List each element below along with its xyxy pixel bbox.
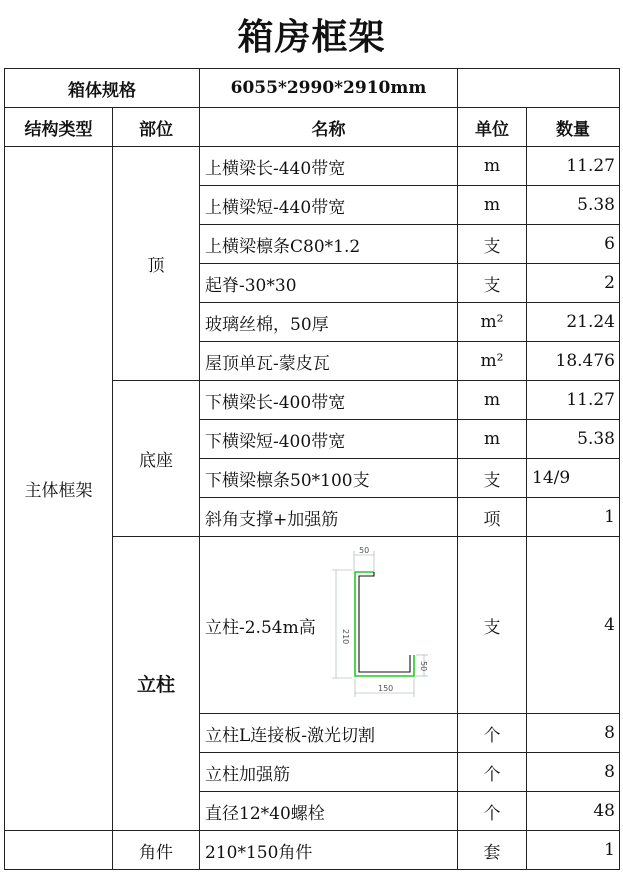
item-unit: m² [458,303,527,342]
item-name: 上横梁长-440带宽 [200,147,458,186]
group-column: 立柱 [113,537,200,831]
item-qty: 8 [527,714,620,753]
header-type: 结构类型 [5,108,113,147]
item-unit: 套 [458,831,527,870]
frame-table [4,68,620,870]
header-unit: 单位 [458,108,527,147]
item-name: 下横梁檩条50*100支 [200,459,458,498]
item-name: 立柱L连接板-激光切割 [200,714,458,753]
item-name: 屋顶单瓦-蒙皮瓦 [200,342,458,381]
page-title: 箱房框架 [237,17,386,58]
item-qty: 1 [527,498,620,537]
item-name: 直径12*40螺栓 [200,792,458,831]
item-qty: 14/9 [527,459,620,498]
item-unit: 支 [458,459,527,498]
dim-bottom-label: 150 [378,684,394,693]
structure-type-empty [5,831,113,870]
dim-top-label: 50 [359,546,370,555]
table-row [5,831,620,870]
structure-type-cell: 主体框架 [5,147,113,831]
item-name: 立柱加强筋 [200,753,458,792]
column-profile-diagram [328,545,428,705]
item-unit: m [458,420,527,459]
item-unit: 支 [458,225,527,264]
item-name: 210*150角件 [200,831,458,870]
item-unit: 项 [458,498,527,537]
item-qty: 48 [527,792,620,831]
item-qty: 2 [527,264,620,303]
spec-empty-cell [458,69,620,108]
spec-row [5,69,620,108]
header-qty: 数量 [527,108,620,147]
item-name: 起脊-30*30 [200,264,458,303]
item-name: 下横梁短-400带宽 [200,420,458,459]
item-qty: 21.24 [527,303,620,342]
item-qty: 1 [527,831,620,870]
header-part: 部位 [113,108,200,147]
item-unit: 支 [458,537,527,714]
item-name: 上横梁檩条C80*1.2 [200,225,458,264]
item-name: 上横梁短-440带宽 [200,186,458,225]
item-unit: m² [458,342,527,381]
dim-height-label: 210 [341,629,350,645]
item-qty: 6 [527,225,620,264]
group-top: 顶 [113,147,200,381]
table-row [5,147,620,186]
item-unit: m [458,147,527,186]
item-unit: 个 [458,714,527,753]
header-name: 名称 [200,108,458,147]
item-qty: 18.476 [527,342,620,381]
item-unit: m [458,186,527,225]
spec-label: 箱体规格 [5,69,200,108]
item-qty: 4 [527,537,620,714]
header-row [5,108,620,147]
item-unit: 个 [458,792,527,831]
dim-lip-label: 50 [419,661,428,672]
item-unit: 支 [458,264,527,303]
item-qty: 5.38 [527,186,620,225]
item-unit: 个 [458,753,527,792]
item-name: 斜角支撑+加强筋 [200,498,458,537]
item-name: 玻璃丝棉，50厚 [200,303,458,342]
item-qty: 11.27 [527,147,620,186]
group-corner: 角件 [113,831,200,870]
item-name: 下横梁长-400带宽 [200,381,458,420]
column-item-cell [200,537,458,714]
item-qty: 11.27 [527,381,620,420]
item-name: 立柱-2.54m高 [205,618,316,638]
spec-value: 6055*2990*2910mm [200,69,458,108]
item-qty: 8 [527,753,620,792]
group-base: 底座 [113,381,200,537]
item-unit: m [458,381,527,420]
item-qty: 5.38 [527,420,620,459]
